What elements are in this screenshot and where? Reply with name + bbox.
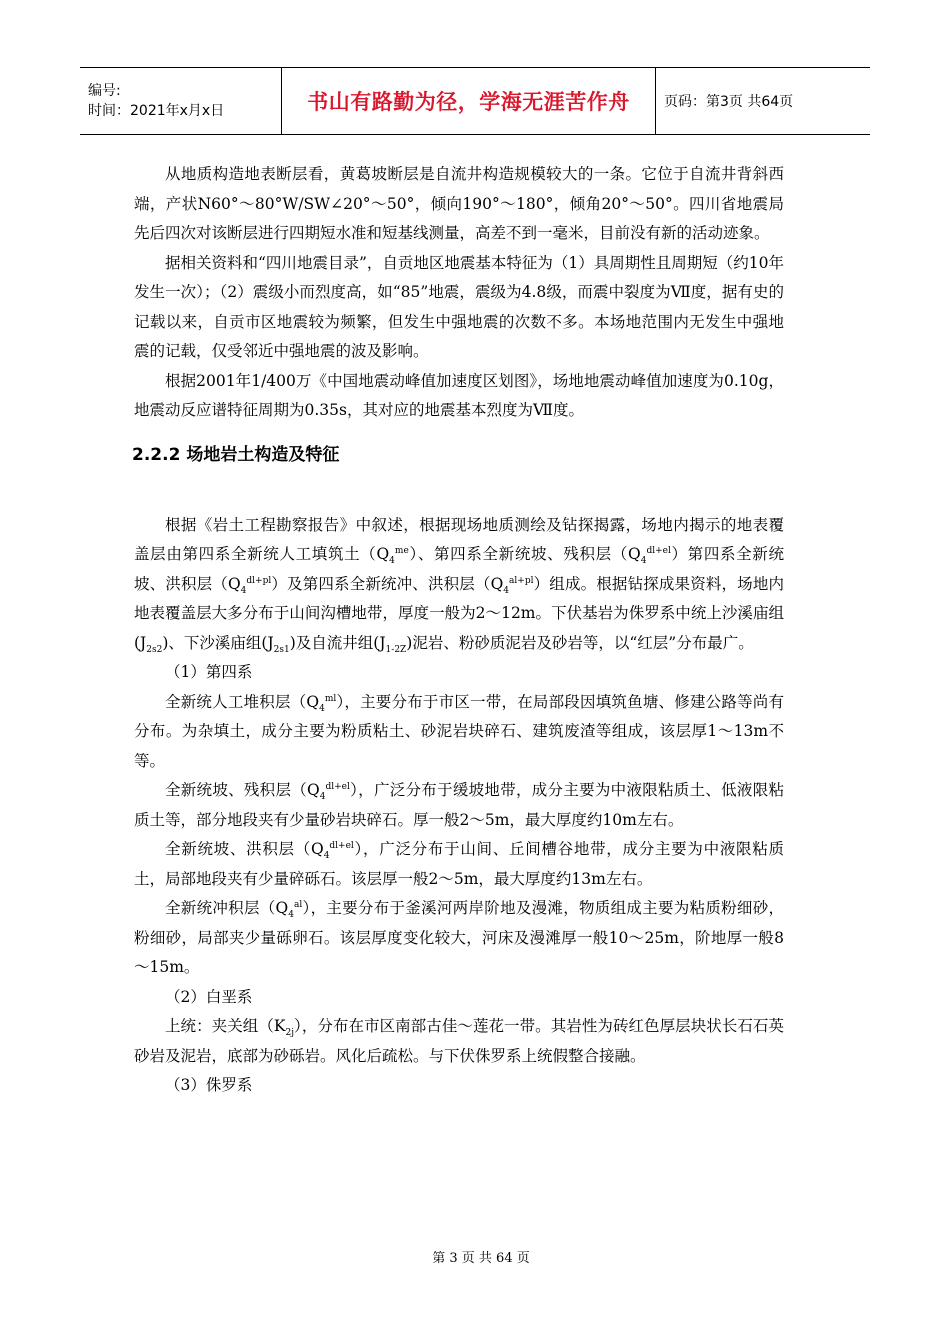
page-info-text: 页码：第3页 共64页: [664, 94, 794, 110]
paragraph-slope-residual: 全新统坡、残积层$(Q_4^{dl+el})$，广泛分布于缓坡地带，成分主要为中液限粘质土、低液限粘质土等，部分地段夹有少量砂岩块碎石。厚一般2～5m，最大厚度约10m左右。: [134, 781, 784, 829]
motto-text: 书山有路勤为径，学海无涯苦作舟: [307, 90, 630, 114]
paragraph-overburden: 根据《岩土工程勘察报告》中叙述，根据现场地质测绘及钻探揭露，场地内揭示的地表覆盖层由第四系全新统人工填筑土$(Q_4^{me})$、第四系全新统坡、残积层$(Q_4^{dl+el})$第四系全新统坡、洪积层$(Q_4^{dl+pl})$及第四系全新统冲、洪积层$(Q_4^{al+pl})$组成。根据钻探成果资料，场地内地表覆盖层大多分布于山间沟槽地带，厚度一般为2～12m。下伏基岩为侏罗系中统上沙溪庙组$(J_{2s2})$、下沙溪庙组$(J_{2s1})$及自流井组$(J_{1-2Z})$泥岩、粉砂质泥岩及砂岩等，以“红层”分布最广。: [134, 515, 784, 655]
section-heading: 2.2.2 场地岩土构造及特征: [132, 444, 340, 465]
time-label: 时间：2021年x月x日: [88, 103, 225, 119]
header-meta: [80, 68, 282, 134]
paragraph-fault: 从地质构造地表断层看，黄葛坡断层是自流井构造规模较大的一条。它位于自流井背斜西端，产状N60°～80°W/SW∠20°～50°，倾向190°～180°，倾角20°～50°。四川省地震局先后四次对该断层进行四期短水准和短基线测量，高差不到一毫米，目前没有新的活动迹象。: [134, 165, 784, 242]
header-page-info: [656, 68, 870, 134]
subsection-quaternary: （1）第四系: [165, 663, 253, 681]
document-body: [134, 160, 784, 1101]
paragraph-earthquake-features: 据相关资料和“四川地震目录”，自贡地区地震基本特征为（1）具周期性且周期短（约10年发生一次）；（2）震级小而烈度高，如“85”地震，震级为4.8级，而震中裂度为Ⅶ度，据有史的记载以来，自贡市区地震较为频繁，但发生中强地震的次数不多。本场地范围内无发生中强地震的记载，仅受邻近中强地震的波及影响。: [134, 253, 784, 360]
page-header: [80, 67, 870, 135]
paragraph-alluvial: 全新统冲积层$(Q_4^{al})$，主要分布于釜溪河两岸阶地及漫滩，物质组成主要为粘质粉细砂，粉细砂，局部夹少量砾卵石。该层厚度变化较大，河床及漫滩厚一般10～25m，阶地厚一般8～15m。: [134, 899, 784, 976]
serial-label: 编号:: [88, 83, 121, 99]
subsection-jurassic: （3）侏罗系: [165, 1076, 253, 1094]
subsection-cretaceous: （2）白垩系: [165, 987, 253, 1006]
paragraph-jiaguan: 上统：夹关组$(K_{2j})$，分布在市区南部古佳～莲花一带。其岩性为砖红色厚层块状长石石英砂岩及泥岩，底部为砂砾岩。风化后疏松。与下伏侏罗系上统假整合接融。: [134, 1017, 784, 1065]
paragraph-artificial-fill: 全新统人工堆积层$(Q_4^{ml})$，主要分布于市区一带，在局部段因填筑鱼塘、修建公路等尚有分布。为杂填土，成分主要为粉质粘土、砂泥岩块碎石、建筑废渣等组成，该层厚1～13m不等。: [134, 692, 784, 770]
page-footer: [0, 1247, 950, 1266]
paragraph-slope-flood: 全新统坡、洪积层$(Q_4^{dl+el})$，广泛分布于山间、丘间槽谷地带，成分主要为中液限粘质土，局部地段夹有少量碎砾石。该层厚一般2～5m，最大厚度约13m左右。: [134, 840, 784, 888]
header-motto-cell: [282, 68, 656, 134]
footer-page-number: 第 3 页 共 64 页: [432, 1251, 530, 1266]
paragraph-seismic-zoning: 根据2001年1/400万《中国地震动峰值加速度区划图》，场地地震动峰值加速度为0.10g，地震动反应谱特征周期为0.35s，其对应的地震基本烈度为Ⅶ度。: [134, 371, 784, 419]
